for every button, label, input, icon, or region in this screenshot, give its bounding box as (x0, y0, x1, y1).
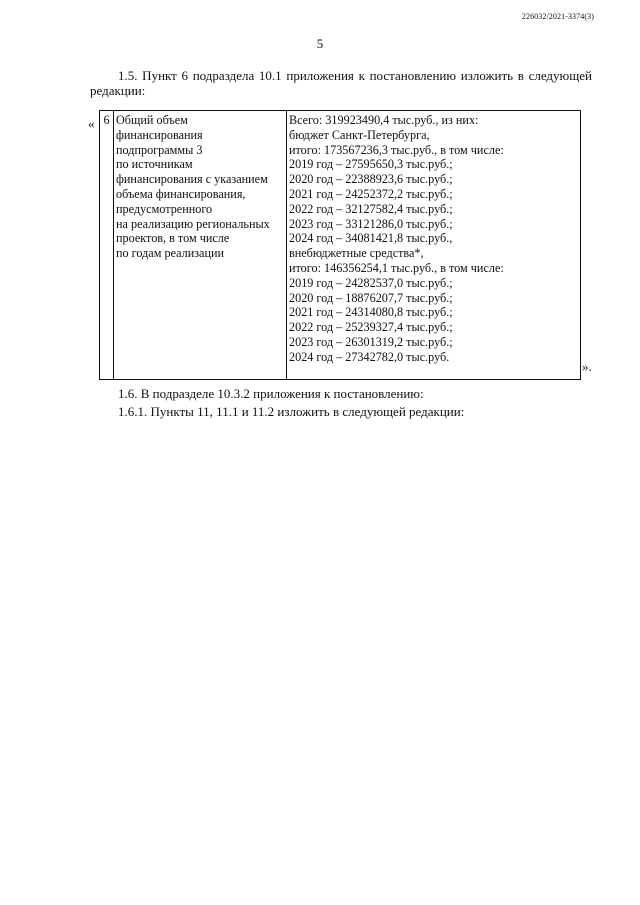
label-line: проектов, в том числе (116, 231, 230, 246)
value-line: 2024 год – 34081421,8 тыс.руб., (289, 231, 453, 246)
value-line: 2022 год – 25239327,4 тыс.руб.; (289, 320, 453, 335)
value-line: 2020 год – 18876207,7 тыс.руб.; (289, 290, 453, 305)
value-line: 2024 год – 27342782,0 тыс.руб. (289, 349, 450, 364)
value-line: итого: 146356254,1 тыс.руб., в том числе: (289, 260, 504, 275)
financing-table (99, 110, 581, 380)
label-line: на реализацию региональных (116, 216, 270, 231)
value-line: 2019 год – 27595650,3 тыс.руб.; (289, 157, 453, 172)
row-value (287, 111, 581, 380)
value-line: Всего: 319923490,4 тыс.руб., из них: (289, 113, 479, 127)
opening-quote: « (88, 116, 95, 131)
value-line: 2021 год – 24314080,8 тыс.руб.; (289, 305, 453, 320)
row-number: 6 (100, 111, 114, 380)
value-line: 2019 год – 24282537,0 тыс.руб.; (289, 275, 453, 290)
document-code: 226032/2021-3374(3) (521, 12, 594, 21)
label-line: подпрограммы 3 (116, 142, 203, 157)
value-line: 2023 год – 33121286,0 тыс.руб.; (289, 216, 453, 231)
value-line: 2020 год – 22388923,6 тыс.руб.; (289, 172, 453, 187)
value-line: внебюджетные средства*, (289, 246, 424, 261)
closing-quote: ». (582, 359, 592, 374)
value-line: итого: 173567236,3 тыс.руб., в том числе: (289, 142, 504, 157)
label-line: Общий объем (116, 113, 188, 127)
value-line: бюджет Санкт-Петербурга, (289, 127, 430, 142)
value-line: 2021 год – 24252372,2 тыс.руб.; (289, 186, 453, 201)
page-number: 5 (316, 36, 324, 51)
value-line: 2022 год – 32127582,4 тыс.руб.; (289, 201, 453, 216)
label-line: объема финансирования, (116, 186, 246, 201)
label-line: предусмотренного (116, 201, 213, 216)
value-line: 2023 год – 26301319,2 тыс.руб.; (289, 334, 453, 349)
label-line: по годам реализации (116, 246, 225, 261)
paragraph-1-5: 1.5. Пункт 6 подраздела 10.1 приложения к постановлению изложить в следующей редакции: (90, 68, 592, 98)
paragraph-1-6-1: 1.6.1. Пункты 11, 11.1 и 11.2 изложить в следующей редакции: (118, 404, 465, 419)
label-line: финансирования с указанием (116, 172, 268, 187)
label-line: финансирования (116, 127, 203, 142)
label-line: по источникам (116, 157, 193, 172)
table-row (100, 111, 581, 380)
row-label (114, 111, 287, 380)
paragraph-1-6: 1.6. В подразделе 10.3.2 приложения к постановлению: (118, 386, 424, 401)
